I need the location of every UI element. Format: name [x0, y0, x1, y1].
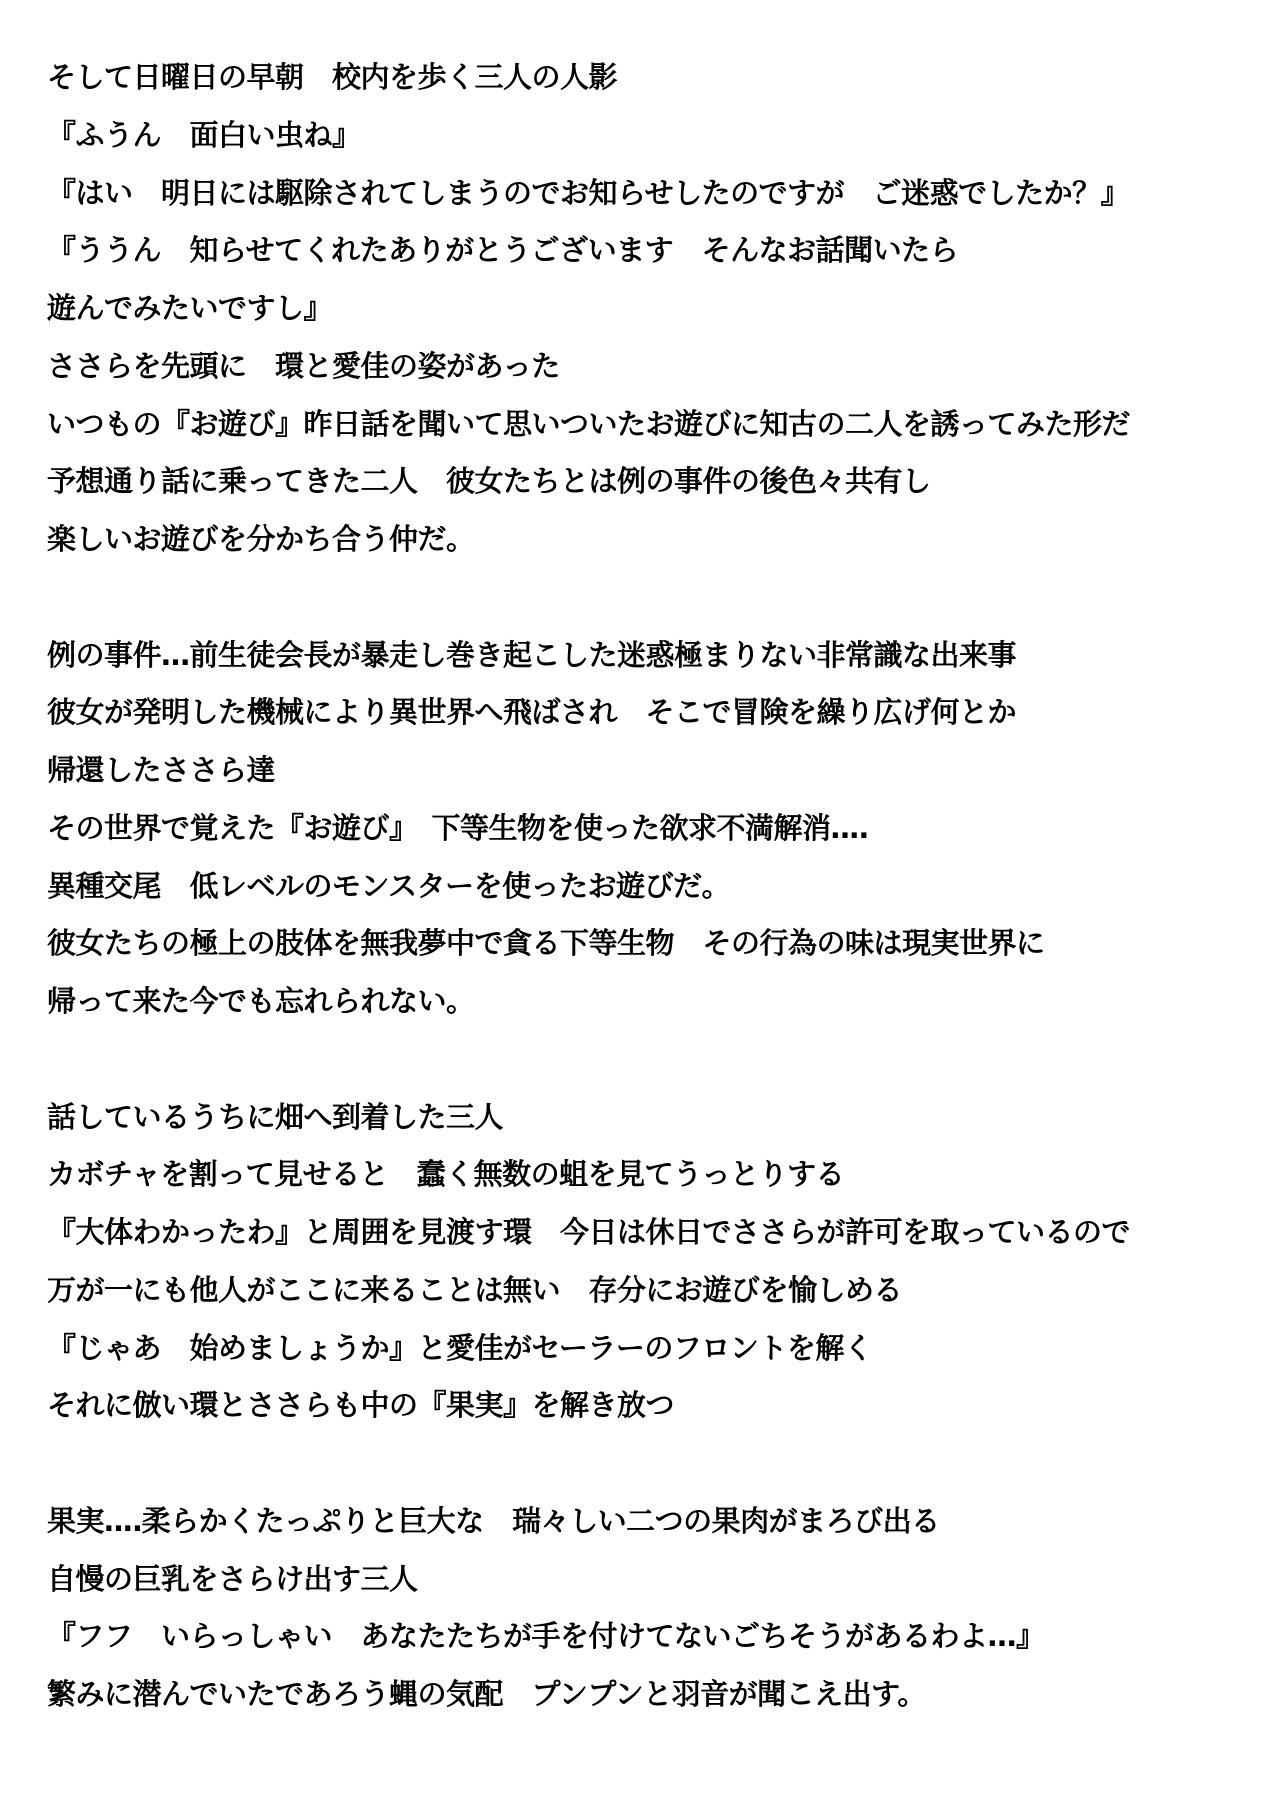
text-line: 万が一にも他人がここに来ることは無い 存分にお遊びを愉しめる — [47, 1272, 903, 1307]
text-line: 例の事件…前生徒会長が暴走し巻き起こした迷惑極まりない非常識な出来事 — [47, 637, 1017, 672]
text-line: 果実‥‥柔らかくたっぷりと巨大な 瑞々しい二つの果肉がまろび出る — [47, 1503, 940, 1538]
text-line: 帰って来た今でも忘れられない。 — [47, 984, 475, 1018]
paragraph-incident — [47, 627, 1250, 1031]
text-line: 話しているうちに畑へ到着した三人 — [47, 1099, 504, 1134]
text-line: そして日曜日の早朝 校内を歩く三人の人影 — [47, 60, 618, 94]
text-line: 予想通り話に乗ってきた二人 彼女たちとは例の事件の後色々共有し — [47, 464, 931, 499]
text-line: それに倣い環とささらも中の『果実』を解き放つ — [47, 1388, 675, 1423]
paragraph-field — [47, 1089, 1250, 1436]
text-line: 楽しいお遊びを分かち合う仲だ。 — [47, 522, 475, 556]
text-line: ささらを先頭に 環と愛佳の姿があった — [47, 348, 560, 383]
text-line: 『ううん 知らせてくれたありがとうございます そんなお話聞いたら — [47, 233, 959, 268]
text-line: 『フフ いらっしゃい あなたたちが手を付けてないごちそうがあるわよ…』 — [47, 1619, 1045, 1654]
text-line: 『はい 明日には駆除されてしまうのでお知らせしたのですが ご迷惑でしたか？』 — [47, 175, 1130, 210]
text-line: 『ふうん 面白い虫ね』 — [47, 117, 361, 152]
text-line: 『じゃあ 始めましょうか』と愛佳がセーラーのフロントを解く — [47, 1330, 873, 1365]
text-line: 繁みに潜んでいたであろう蝿の気配 プンプンと羽音が聞こえ出す。 — [47, 1677, 926, 1711]
text-line: 彼女が発明した機械により異世界へ飛ばされ そこで冒険を繰り広げ何とか — [47, 695, 1017, 730]
text-line: 帰還したささら達 — [47, 753, 276, 787]
text-line: 彼女たちの極上の肢体を無我夢中で貪る下等生物 その行為の味は現実世界に — [47, 926, 1045, 961]
text-line: いつもの『お遊び』昨日話を聞いて思いついたお遊びに知古の二人を誘ってみた形だ — [47, 406, 1131, 441]
text-line: 自慢の巨乳をさらけ出す三人 — [47, 1561, 418, 1596]
paragraph-finale — [47, 1493, 1250, 1724]
paragraph-intro — [47, 49, 1250, 569]
text-line: 『大体わかったわ』と周囲を見渡す環 今日は休日でささらが許可を取っているので — [47, 1215, 1131, 1249]
text-line: その世界で覚えた『お遊び』 下等生物を使った欲求不満解消‥‥ — [47, 810, 869, 845]
text-line: 遊んでみたいですし』 — [47, 291, 333, 325]
text-line: 異種交尾 低レベルのモンスターを使ったお遊びだ。 — [47, 868, 731, 903]
text-line: カボチャを割って見せると 蠢く無数の蛆を見てうっとりする — [47, 1157, 845, 1192]
